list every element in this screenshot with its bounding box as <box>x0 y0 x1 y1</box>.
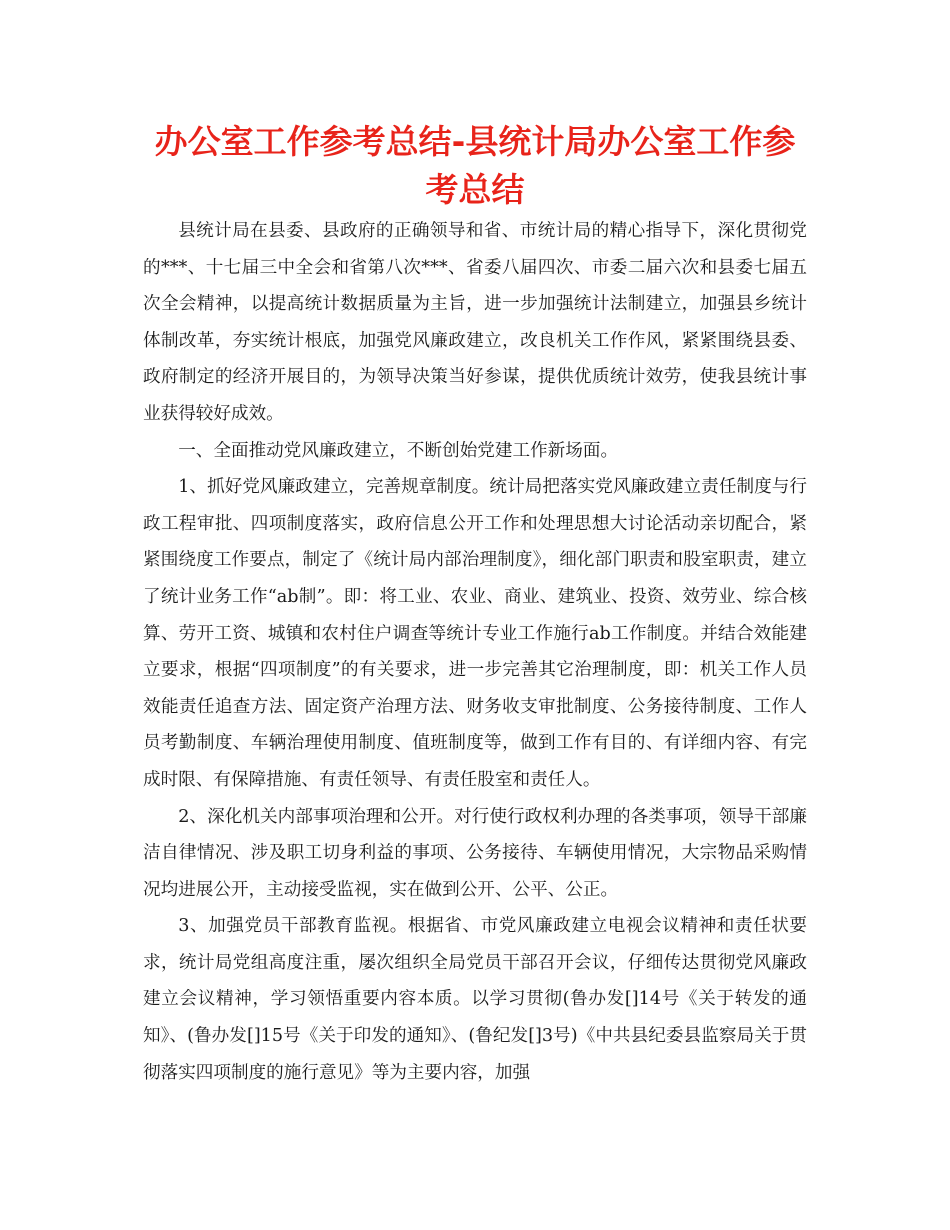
section-heading-1: 一、全面推动党风廉政建立，不断创始党建工作新场面。 <box>178 440 619 461</box>
paragraph-item-3: 3、加强党员干部教育监视。根据省、市党风廉政建立电视会议精神和责任状要求，统计局党组高度注重，屡次组织全局党员干部召开会议，仔细传达贯彻党风廉政建立会议精神，学习领悟重要内容本质。以学习贯彻(鲁办发[]14号《关于转发的通知》、(鲁办发[]15号《关于印发的通知》、(鲁纪发[]3号)《中共县纪委县监察局关于贯彻落实四项制度的施行意见》等为主要内容，加强 <box>143 916 807 1083</box>
paragraph-item-1: 1、抓好党风廉政建立，完善规章制度。统计局把落实党风廉政建立责任制度与行政工程审批、四项制度落实，政府信息公开工作和处理思想大讨论活动亲切配合，紧紧围绕度工作要点，制定了《统计局内部治理制度》，细化部门职责和股室职责，建立了统计业务工作“ab制”。即：将工业、农业、商业、建筑业、投资、效劳业、综合核算、劳开工资、城镇和农村住户调查等统计专业工作施行ab工作制度。并结合效能建立要求，根据“四项制度”的有关要求，进一步完善其它治理制度，即：机关工作人员效能责任追查方法、固定资产治理方法、财务收支审批制度、公务接待制度、工作人员考勤制度、车辆治理使用制度、值班制度等，做到工作有目的、有详细内容、有完成时限、有保障措施、有责任领导、有责任股室和责任人。 <box>143 477 807 790</box>
document-body <box>143 213 807 1091</box>
paragraph-item-2: 2、深化机关内部事项治理和公开。对行使行政权利办理的各类事项，领导干部廉洁自律情况、涉及职工切身利益的事项、公务接待、车辆使用情况，大宗物品采购情况均进展公开，主动接受监视，实在做到公开、公平、公正。 <box>143 806 807 900</box>
paragraph-intro: 县统计局在县委、县政府的正确领导和省、市统计局的精心指导下，深化贯彻党的***、十七届三中全会和省第八次***、省委八届四次、市委二届六次和县委七届五次全会精神，以提高统计数据质量为主旨，进一步加强统计法制建立，加强县乡统计体制改革，夯实统计根底，加强党风廉政建立，改良机关工作作风，紧紧围绕县委、政府制定的经济开展目的，为领导决策当好参谋，提供优质统计效劳，使我县统计事业获得较好成效。 <box>143 221 807 424</box>
document-title: 办公室工作参考总结-县统计局办公室工作参考总结 <box>154 122 796 209</box>
